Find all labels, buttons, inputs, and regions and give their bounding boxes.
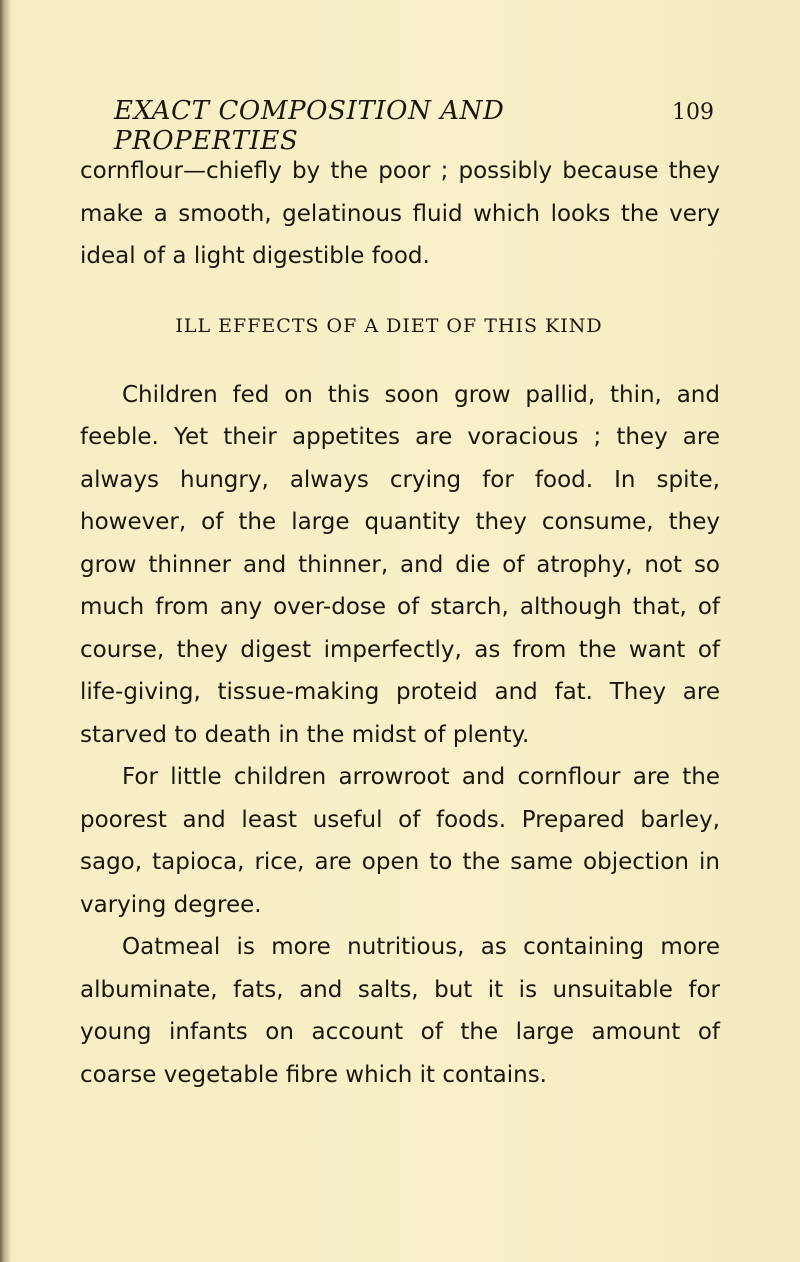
text-line: course, they digest imperfectly, as from the want of — [80, 636, 720, 663]
text-line: albuminate, fats, and salts, but it is unsuitable for — [80, 976, 720, 1003]
text-line: make a smooth, gelatinous fluid which looks the very — [80, 200, 720, 227]
paragraph — [80, 756, 720, 926]
text-line: grow thinner and thinner, and die of atrophy, not so — [80, 551, 720, 578]
running-head-title: EXACT COMPOSITION AND PROPERTIES — [114, 96, 505, 156]
text-line: Children fed on this soon grow pallid, thin, and — [122, 381, 720, 408]
text-line: always hungry, always crying for food. In spite, — [80, 466, 720, 493]
text-line: life-giving, tissue-making proteid and fat. They are — [80, 679, 720, 705]
text-line: Oatmeal is more nutritious, as containing more — [122, 934, 720, 960]
text-line: however, of the large quantity they consume, they — [80, 509, 720, 535]
text-line: cornflour—chiefly by the poor ; possibly because they — [80, 158, 720, 184]
text-line: much from any over-dose of starch, although that, of — [80, 594, 720, 620]
body-text — [80, 150, 720, 1096]
running-head — [114, 96, 714, 156]
section-heading: ILL EFFECTS OF A DIET OF THIS KIND — [175, 314, 603, 337]
text-line: poorest and least useful of foods. Prepared barley, — [80, 806, 720, 833]
paragraph — [80, 926, 720, 1096]
text-line: feeble. Yet their appetites are voracious ; they are — [80, 424, 720, 450]
text-line: For little children arrowroot and cornflour are the — [122, 764, 720, 790]
text-line: starved to death in the midst of plenty. — [80, 721, 530, 748]
paragraph — [80, 374, 720, 757]
page-number: 109 — [672, 100, 714, 125]
text-line: young infants on account of the large amount of — [80, 1019, 720, 1045]
text-line: sago, tapioca, rice, are open to the same objection in — [80, 849, 720, 875]
text-line: coarse vegetable fibre which it contains. — [80, 1061, 547, 1088]
page-gutter-edge — [0, 0, 10, 1262]
text-line: ideal of a light digestible food. — [80, 243, 430, 269]
paragraph-continuation — [80, 150, 720, 278]
text-line: varying degree. — [80, 891, 262, 918]
